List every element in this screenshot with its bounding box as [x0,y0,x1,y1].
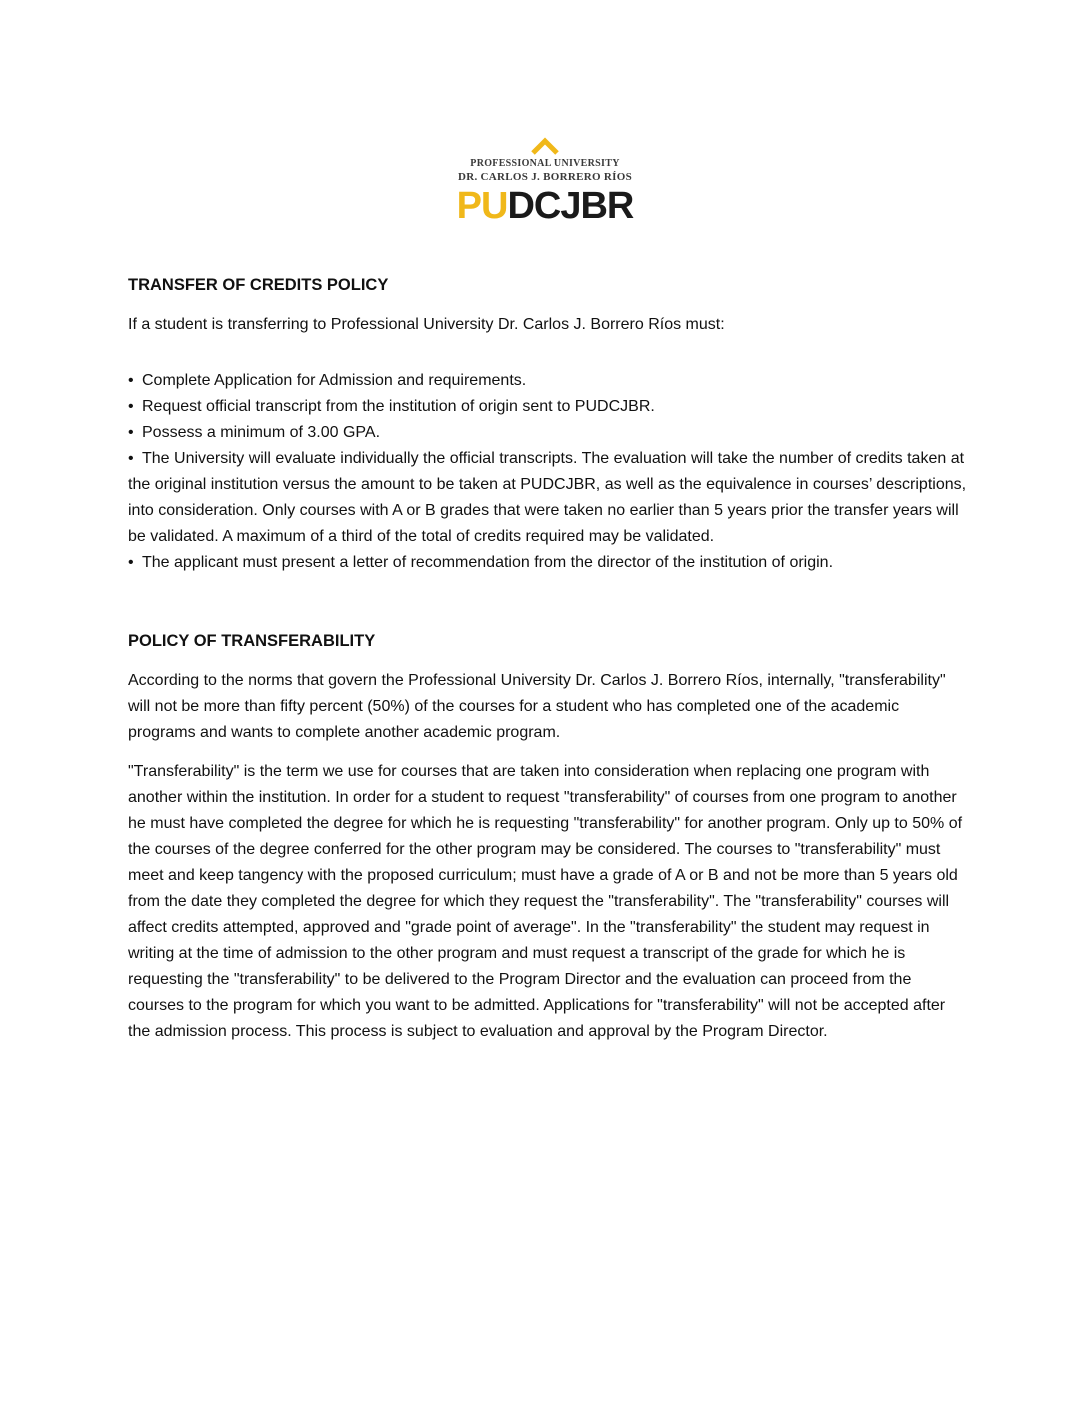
requirements-list [128,368,968,576]
list-item-text: The applicant must present a letter of recommendation from the director of the institution of origin. [142,554,834,571]
bullet-icon: • [128,398,134,415]
section-intro: If a student is transferring to Professional University Dr. Carlos J. Borrero Ríos must: [128,316,725,333]
chevron-up-icon [529,136,561,156]
logo-wordmark-accent: PU [456,185,508,227]
bullet-icon: • [128,450,134,467]
bullet-icon: • [128,372,134,389]
list-item [128,550,968,576]
bullet-icon: • [128,554,134,571]
list-item-text: Possess a minimum of 3.00 GPA. [142,424,381,441]
logo-wordmark-rest: DCJBR [507,185,634,227]
section-heading-transferability: POLICY OF TRANSFERABILITY [128,632,376,650]
list-item-text: Complete Application for Admission and requirements. [142,372,527,389]
list-item-text: The University will evaluate individually the official transcripts. The evaluation will take the number of credits taken at the original institution versus the amount to be taken at PUDCJBR, as well as the equivalence in courses’ descriptions, into consideration. Only courses with A or B grades that were taken no earlier than 5 years prior the transfer years will be validated. A maximum of a third of the total of credits required may be validated. [128,450,967,545]
transferability-paragraph-1: According to the norms that govern the Professional University Dr. Carlos J. Borrero Ríos, internally, "transferability" will not be more than fifty percent (50%) of the courses for a student who has completed one of the academic programs and wants to complete another academic program. [128,672,946,741]
bullet-icon: • [128,424,134,441]
list-item [128,420,968,446]
section-heading-transfer-credits: TRANSFER OF CREDITS POLICY [128,276,389,294]
list-item-text: Request official transcript from the institution of origin sent to PUDCJBR. [142,398,655,415]
university-logo [440,136,650,236]
logo-wordmark [440,186,650,226]
list-item [128,446,968,550]
logo-line-name: DR. CARLOS J. BORRERO RÍOS [457,171,633,183]
list-item [128,368,968,394]
document-body [128,272,968,1045]
list-item [128,394,968,420]
logo-line-university: PROFESSIONAL UNIVERSITY [470,158,620,169]
transferability-paragraph-2: "Transferability" is the term we use for courses that are taken into consideration when replacing one program with another within the institution. In order for a student to request "transferability" of courses from one program to another he must have completed the degree for which he is requesting "transferability" for another program. Only up to 50% of the courses of the degree conferred for the other program may be considered. The courses to "transferability" must meet and keep tangency with the proposed curriculum; must have a grade of A or B and not be more than 5 years old from the date they completed the degree for which they request the "transferability". The "transferability" courses will affect credits attempted, approved and "grade point of average". In the "transferability" the student may request in writing at the time of admission to the other program and must request a transcript of the grade for which he is requesting the "transferability" to be delivered to the Program Director and the evaluation can proceed from the courses to the program for which you want to be admitted. Applications for "transferability" will not be accepted after the admission process. This process is subject to evaluation and approval by the Program Director. [128,763,963,1040]
